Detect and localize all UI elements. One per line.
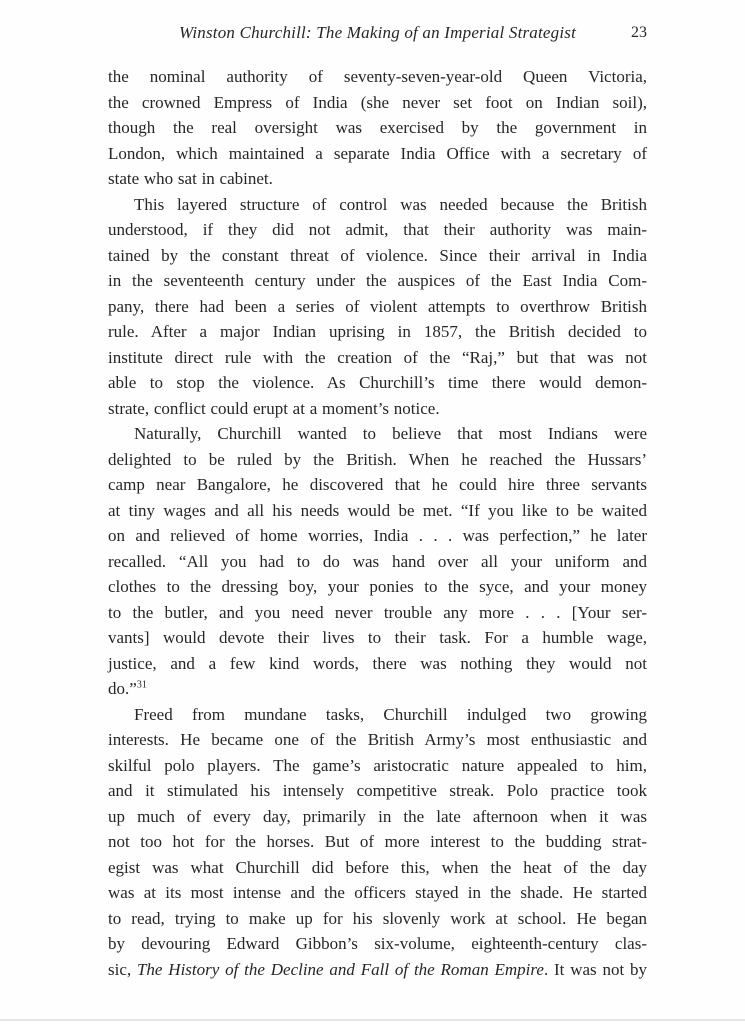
page-bottom-edge-line (0, 1019, 745, 1021)
text-line: egist was what Churchill did before this, when the heat of the day (108, 857, 647, 877)
text-line: interests. He became one of the British Army’s most enthusiastic and (108, 730, 647, 749)
text-line: state who sat in cabinet. (108, 169, 273, 188)
book-title-italic: The History of the Decline and Fall of the Roman Empire (136, 959, 544, 979)
text-line: to the butler, and you need never trouble any more . . . [Your ser- (108, 602, 647, 622)
text-line: London, which maintained a separate India Office with a secretary of (108, 143, 647, 163)
text-line: Freed from mundane tasks, Churchill indulged two growing (134, 704, 647, 724)
text-line: at tiny wages and all his needs would be met. “If you like to be waited (108, 500, 647, 520)
text-line: skilful polo players. The game’s aristocratic nature appealed to him, (108, 755, 647, 775)
page-number: 23 (631, 24, 647, 41)
paragraph (108, 702, 647, 983)
paragraph (108, 421, 647, 702)
text-line: This layered structure of control was needed because the British (134, 194, 647, 214)
footnote-reference: 31 (136, 679, 147, 691)
text-line: the nominal authority of seventy-seven-year-old Queen Victoria, (108, 67, 647, 86)
text-line: institute direct rule with the creation of the “Raj,” but that was not (108, 347, 647, 367)
paragraph (108, 192, 647, 422)
text-line: recalled. “All you had to do was hand over all your uniform and (108, 551, 647, 571)
text-line: was at its most intense and the officers stayed in the shade. He started (108, 883, 647, 902)
text-line: camp near Bangalore, he discovered that he could hire three servants (108, 475, 647, 494)
text-line: by devouring Edward Gibbon’s six-volume, eighteenth-century clas- (108, 934, 647, 953)
text-line: delighted to be ruled by the British. When he reached the Hussars’ (108, 449, 647, 469)
text-line: not too hot for the horses. But of more interest to the budding strat- (108, 832, 647, 851)
text-line: and it stimulated his intensely competitive streak. Polo practice took (108, 781, 647, 800)
text-line: vants] would devote their lives to their task. For a humble wage, (108, 628, 647, 647)
text-segment: do.” (108, 679, 137, 698)
page-text (108, 64, 647, 982)
text-line (108, 957, 647, 983)
text-line (108, 676, 647, 702)
text-line: understood, if they did not admit, that their authority was main- (108, 220, 647, 239)
paragraph (108, 64, 647, 192)
text-line: the crowned Empress of India (she never set foot on Indian soil), (108, 92, 647, 112)
text-line: pany, there had been a series of violent attempts to overthrow British (108, 296, 647, 316)
text-line: on and relieved of home worries, India . . . was perfection,” he later (108, 526, 647, 545)
running-header (108, 22, 647, 44)
text-line: to read, trying to make up for his slovenly work at school. He began (108, 908, 647, 928)
text-line: Naturally, Churchill wanted to believe that most Indians were (134, 424, 647, 443)
text-line: in the seventeenth century under the auspices of the East India Com- (108, 271, 647, 290)
running-header-title: Winston Churchill: The Making of an Imperial Strategist (178, 23, 577, 42)
text-segment: . It was not by (543, 959, 648, 979)
text-line: though the real oversight was exercised by the government in (108, 118, 647, 137)
text-line: rule. After a major Indian uprising in 1857, the British decided to (108, 322, 647, 341)
text-line: clothes to the dressing boy, your ponies to the syce, and your money (108, 577, 647, 596)
text-line: up much of every day, primarily in the late afternoon when it was (108, 806, 647, 826)
text-line: tained by the constant threat of violence. Since their arrival in India (108, 245, 647, 265)
text-line: able to stop the violence. As Churchill’s time there would demon- (108, 373, 647, 392)
text-line: justice, and a few kind words, there was nothing they would not (108, 653, 647, 673)
text-segment: sic, (108, 959, 137, 979)
text-line: strate, conflict could erupt at a moment’s notice. (108, 398, 440, 418)
